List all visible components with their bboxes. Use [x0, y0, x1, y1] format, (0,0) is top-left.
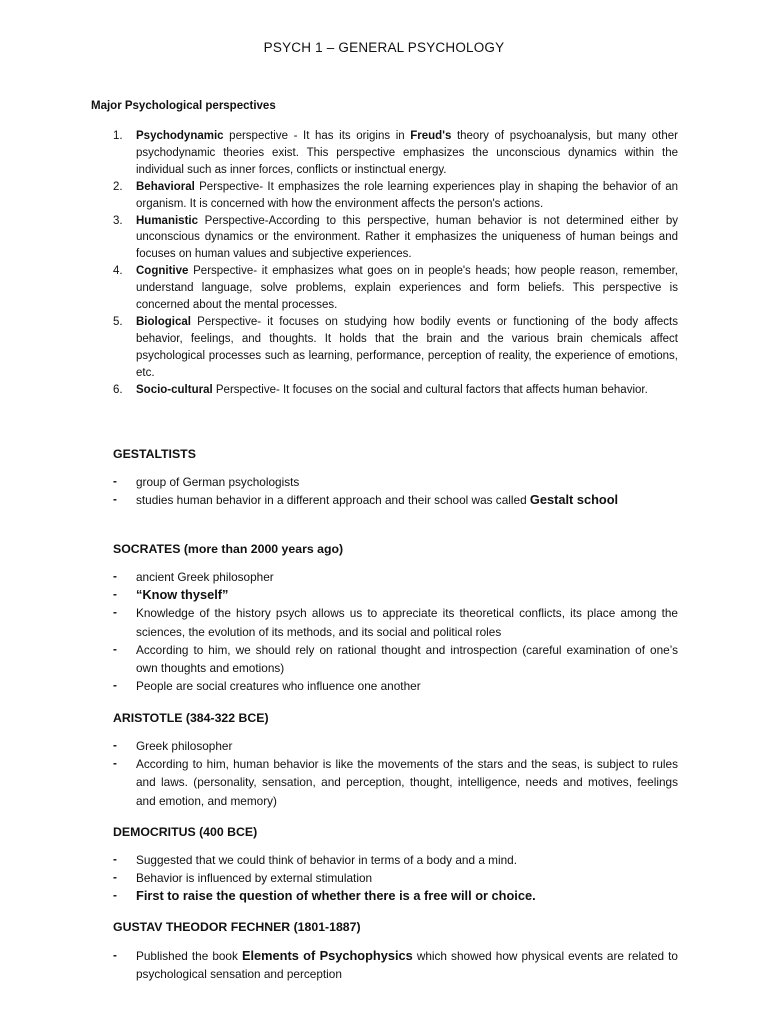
item-text: Perspective- It emphasizes the role learning experiences play in shaping the behavior of an organism. It is concerned with how the environment affects the person's actions. — [136, 180, 678, 210]
item-text: studies human behavior in a different approach and their school was called — [136, 493, 530, 508]
list-item — [113, 213, 678, 264]
perspectives-list — [113, 128, 678, 399]
list-item — [113, 947, 678, 983]
item-text: ancient Greek philosopher — [136, 570, 274, 584]
list-number: 6. — [113, 383, 123, 396]
bullet-list — [113, 568, 678, 695]
item-text: Greek philosopher — [136, 739, 233, 753]
bullet-list — [113, 947, 678, 983]
section-heading: GESTALTISTS — [113, 447, 196, 461]
list-item — [113, 382, 678, 399]
list-item — [113, 263, 678, 314]
term: Behavioral — [136, 180, 195, 193]
section-heading: DEMOCRITUS (400 BCE) — [113, 825, 258, 839]
dash-bullet: - — [113, 492, 117, 507]
gestaltists-section — [113, 446, 678, 509]
list-number: 1. — [113, 130, 123, 142]
dash-bullet: - — [113, 948, 117, 962]
dash-bullet: - — [113, 569, 117, 583]
fechner-section — [113, 919, 678, 983]
democritus-section — [113, 824, 678, 906]
item-text: Perspective-According to this perspective, human behavior is not determined either by unconscious dynamics or the environment. Rather it emphasizes the uniqueness of human beings and focuses on human values and subjective experiences. — [136, 214, 678, 261]
list-number: 4. — [113, 265, 123, 278]
item-text: Published the book — [136, 949, 242, 963]
list-item — [113, 869, 678, 887]
list-item — [113, 179, 678, 213]
aristotle-section — [113, 710, 678, 810]
dash-bullet: - — [113, 870, 117, 885]
section-subheading: Major Psychological perspectives — [91, 100, 276, 112]
list-item — [113, 473, 678, 491]
list-item — [113, 568, 678, 586]
item-text: According to him, we should rely on rational thought and introspection (careful examination of one’s own thoughts and emotions) — [136, 642, 678, 676]
bullet-list — [113, 737, 678, 810]
term: Psychodynamic — [136, 130, 224, 142]
section-heading: ARISTOTLE (384-322 BCE) — [113, 711, 269, 725]
term: Humanistic — [136, 214, 198, 227]
term: Cognitive — [136, 265, 189, 278]
list-item — [113, 851, 678, 869]
item-text: Knowledge of the history psych allows us to appreciate its theoretical conflicts, its place among the sciences, the evolution of its methods, and its social and political roles — [136, 606, 678, 639]
item-emphasis: Elements of Psychophysics — [241, 948, 413, 963]
document-title: PSYCH 1 – GENERAL PSYCHOLOGY — [263, 40, 505, 55]
section-heading: SOCRATES (more than 2000 years ago) — [113, 542, 344, 556]
item-text: group of German psychologists — [136, 475, 300, 489]
list-item — [113, 314, 678, 382]
list-item — [113, 755, 678, 810]
item-text: which showed how physical events are related to psychological sensation and perception — [136, 949, 678, 982]
list-number: 3. — [113, 214, 123, 227]
item-emphasis: Gestalt school — [529, 492, 619, 508]
item-text: Suggested that we could think of behavior in terms of a body and a mind. — [136, 853, 518, 867]
item-text: perspective - It has its origins in — [223, 130, 411, 142]
bullet-list — [113, 851, 678, 906]
item-emphasis: First to raise the question of whether there is a free will or choice. — [136, 888, 536, 904]
list-item — [113, 604, 678, 640]
dash-bullet: - — [113, 738, 117, 752]
dash-bullet: - — [113, 474, 117, 488]
term: Freud's — [410, 130, 452, 142]
bullet-list — [113, 473, 678, 509]
dash-bullet: - — [113, 888, 117, 903]
list-number: 2. — [113, 180, 123, 193]
list-item — [113, 887, 678, 905]
term: Socio-cultural — [136, 383, 213, 396]
dash-bullet: - — [113, 756, 117, 771]
list-item — [113, 677, 678, 695]
item-text: Perspective- It focuses on the social and cultural factors that affects human behavior. — [212, 383, 648, 396]
socrates-section — [113, 541, 678, 695]
item-text: According to him, human behavior is like the movements of the stars and the seas, is subject to rules and laws. (personality, sensation, and perception, thought, intelligence, needs and motives, feelings and emotion, and memory) — [136, 757, 678, 808]
item-emphasis: “Know thyself” — [136, 587, 229, 603]
list-item — [113, 641, 678, 677]
dash-bullet: - — [113, 852, 117, 866]
list-item — [113, 491, 678, 509]
dash-bullet: - — [113, 587, 117, 602]
item-text: People are social creatures who influence one another — [136, 679, 421, 694]
item-text: Perspective- it emphasizes what goes on in people's heads; how people reason, remember, understand language, solve problems, explain experiences and form beliefs. This perspective is concerned about the mental processes. — [136, 265, 678, 312]
list-number: 5. — [113, 315, 123, 328]
list-item — [113, 737, 678, 755]
item-text: Behavior is influenced by external stimulation — [136, 871, 373, 886]
dash-bullet: - — [113, 641, 117, 656]
section-heading: GUSTAV THEODOR FECHNER (1801-1887) — [113, 920, 361, 934]
term: Biological — [136, 315, 191, 328]
dash-bullet: - — [113, 678, 117, 693]
dash-bullet: - — [113, 605, 117, 620]
list-item — [113, 586, 678, 604]
item-text: theory of psychoanalysis, but many other psychodynamic theories exist. This perspective emphasizes the unconscious dynamics within the individual such as inner forces, conflicts or instinctual energy. — [136, 130, 678, 176]
item-text: Perspective- it focuses on studying how bodily events or functioning of the body affects behavior, feelings, and thoughts. It holds that the brain and the various brain chemicals affect psychological processes such as learning, performance, perception of reality, the experience of emotions, etc. — [136, 315, 678, 379]
list-item — [113, 128, 678, 179]
